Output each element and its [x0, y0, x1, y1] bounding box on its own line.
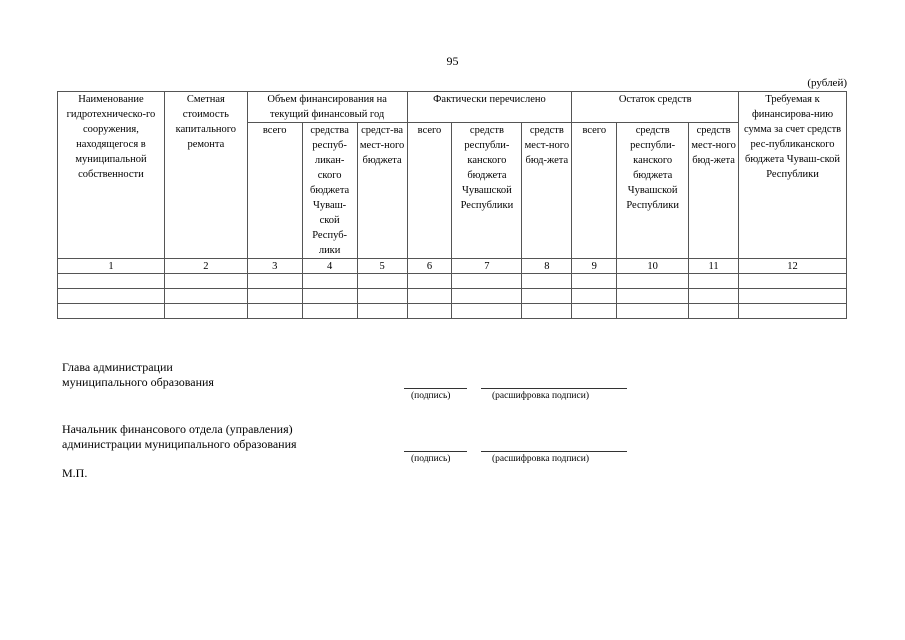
col-number: 8 — [522, 259, 572, 274]
col-number: 9 — [572, 259, 617, 274]
decode-line — [481, 388, 627, 389]
financing-table — [57, 91, 847, 319]
header-actual: Фактически перечислено — [407, 92, 572, 123]
col-number: 1 — [58, 259, 165, 274]
sub-local: средств мест-ного бюд-жета — [522, 123, 572, 259]
col-number: 7 — [452, 259, 522, 274]
header-row-1 — [58, 92, 847, 123]
head-title: Глава администрации муниципального образования — [62, 360, 214, 389]
col-number: 3 — [247, 259, 302, 274]
sub-total: всего — [407, 123, 452, 259]
decode-line — [481, 451, 627, 452]
header-name: Наименование гидротехническо-го сооружения, находящегося в муниципальной собственности — [58, 92, 165, 259]
column-number-row — [58, 259, 847, 274]
sub-total: всего — [247, 123, 302, 259]
stamp-label: М.П. — [62, 466, 88, 480]
table-row — [58, 274, 847, 289]
sub-republic: средств республи-канского бюджета Чувашской Республики — [617, 123, 689, 259]
col-number: 2 — [164, 259, 247, 274]
col-number: 6 — [407, 259, 452, 274]
sub-total: всего — [572, 123, 617, 259]
header-volume: Объем финансирования на текущий финансовый год — [247, 92, 407, 123]
signature-caption: (подпись) — [411, 391, 451, 401]
sub-local: средст-ва мест-ного бюджета — [357, 123, 407, 259]
col-number: 5 — [357, 259, 407, 274]
page-number: 95 — [446, 54, 459, 68]
col-number: 10 — [617, 259, 689, 274]
decode-caption: (расшифровка подписи) — [492, 454, 589, 464]
col-number: 11 — [689, 259, 739, 274]
header-remain: Остаток средств — [572, 92, 739, 123]
col-number: 4 — [302, 259, 357, 274]
table-row — [58, 304, 847, 319]
table-row — [58, 289, 847, 304]
signature-line — [404, 388, 467, 389]
sub-republic: средства респуб-ликан-ского бюджета Чуваш-ской Респуб-лики — [302, 123, 357, 259]
finance-head-title: Начальник финансового отдела (управления) администрации муниципального образования — [62, 422, 297, 451]
header-cost: Сметная стоимость капитального ремонта — [164, 92, 247, 259]
signature-line — [404, 451, 467, 452]
col-number: 12 — [739, 259, 847, 274]
header-required: Требуемая к финансирова-нию сумма за счет средств рес-публиканского бюджета Чуваш-ской Республики — [739, 92, 847, 259]
sub-local: средств мест-ного бюд-жета — [689, 123, 739, 259]
signature-caption: (подпись) — [411, 454, 451, 464]
sub-republic: средств республи-канского бюджета Чувашской Республики — [452, 123, 522, 259]
decode-caption: (расшифровка подписи) — [492, 391, 589, 401]
units-label: (рублей) — [807, 77, 847, 89]
